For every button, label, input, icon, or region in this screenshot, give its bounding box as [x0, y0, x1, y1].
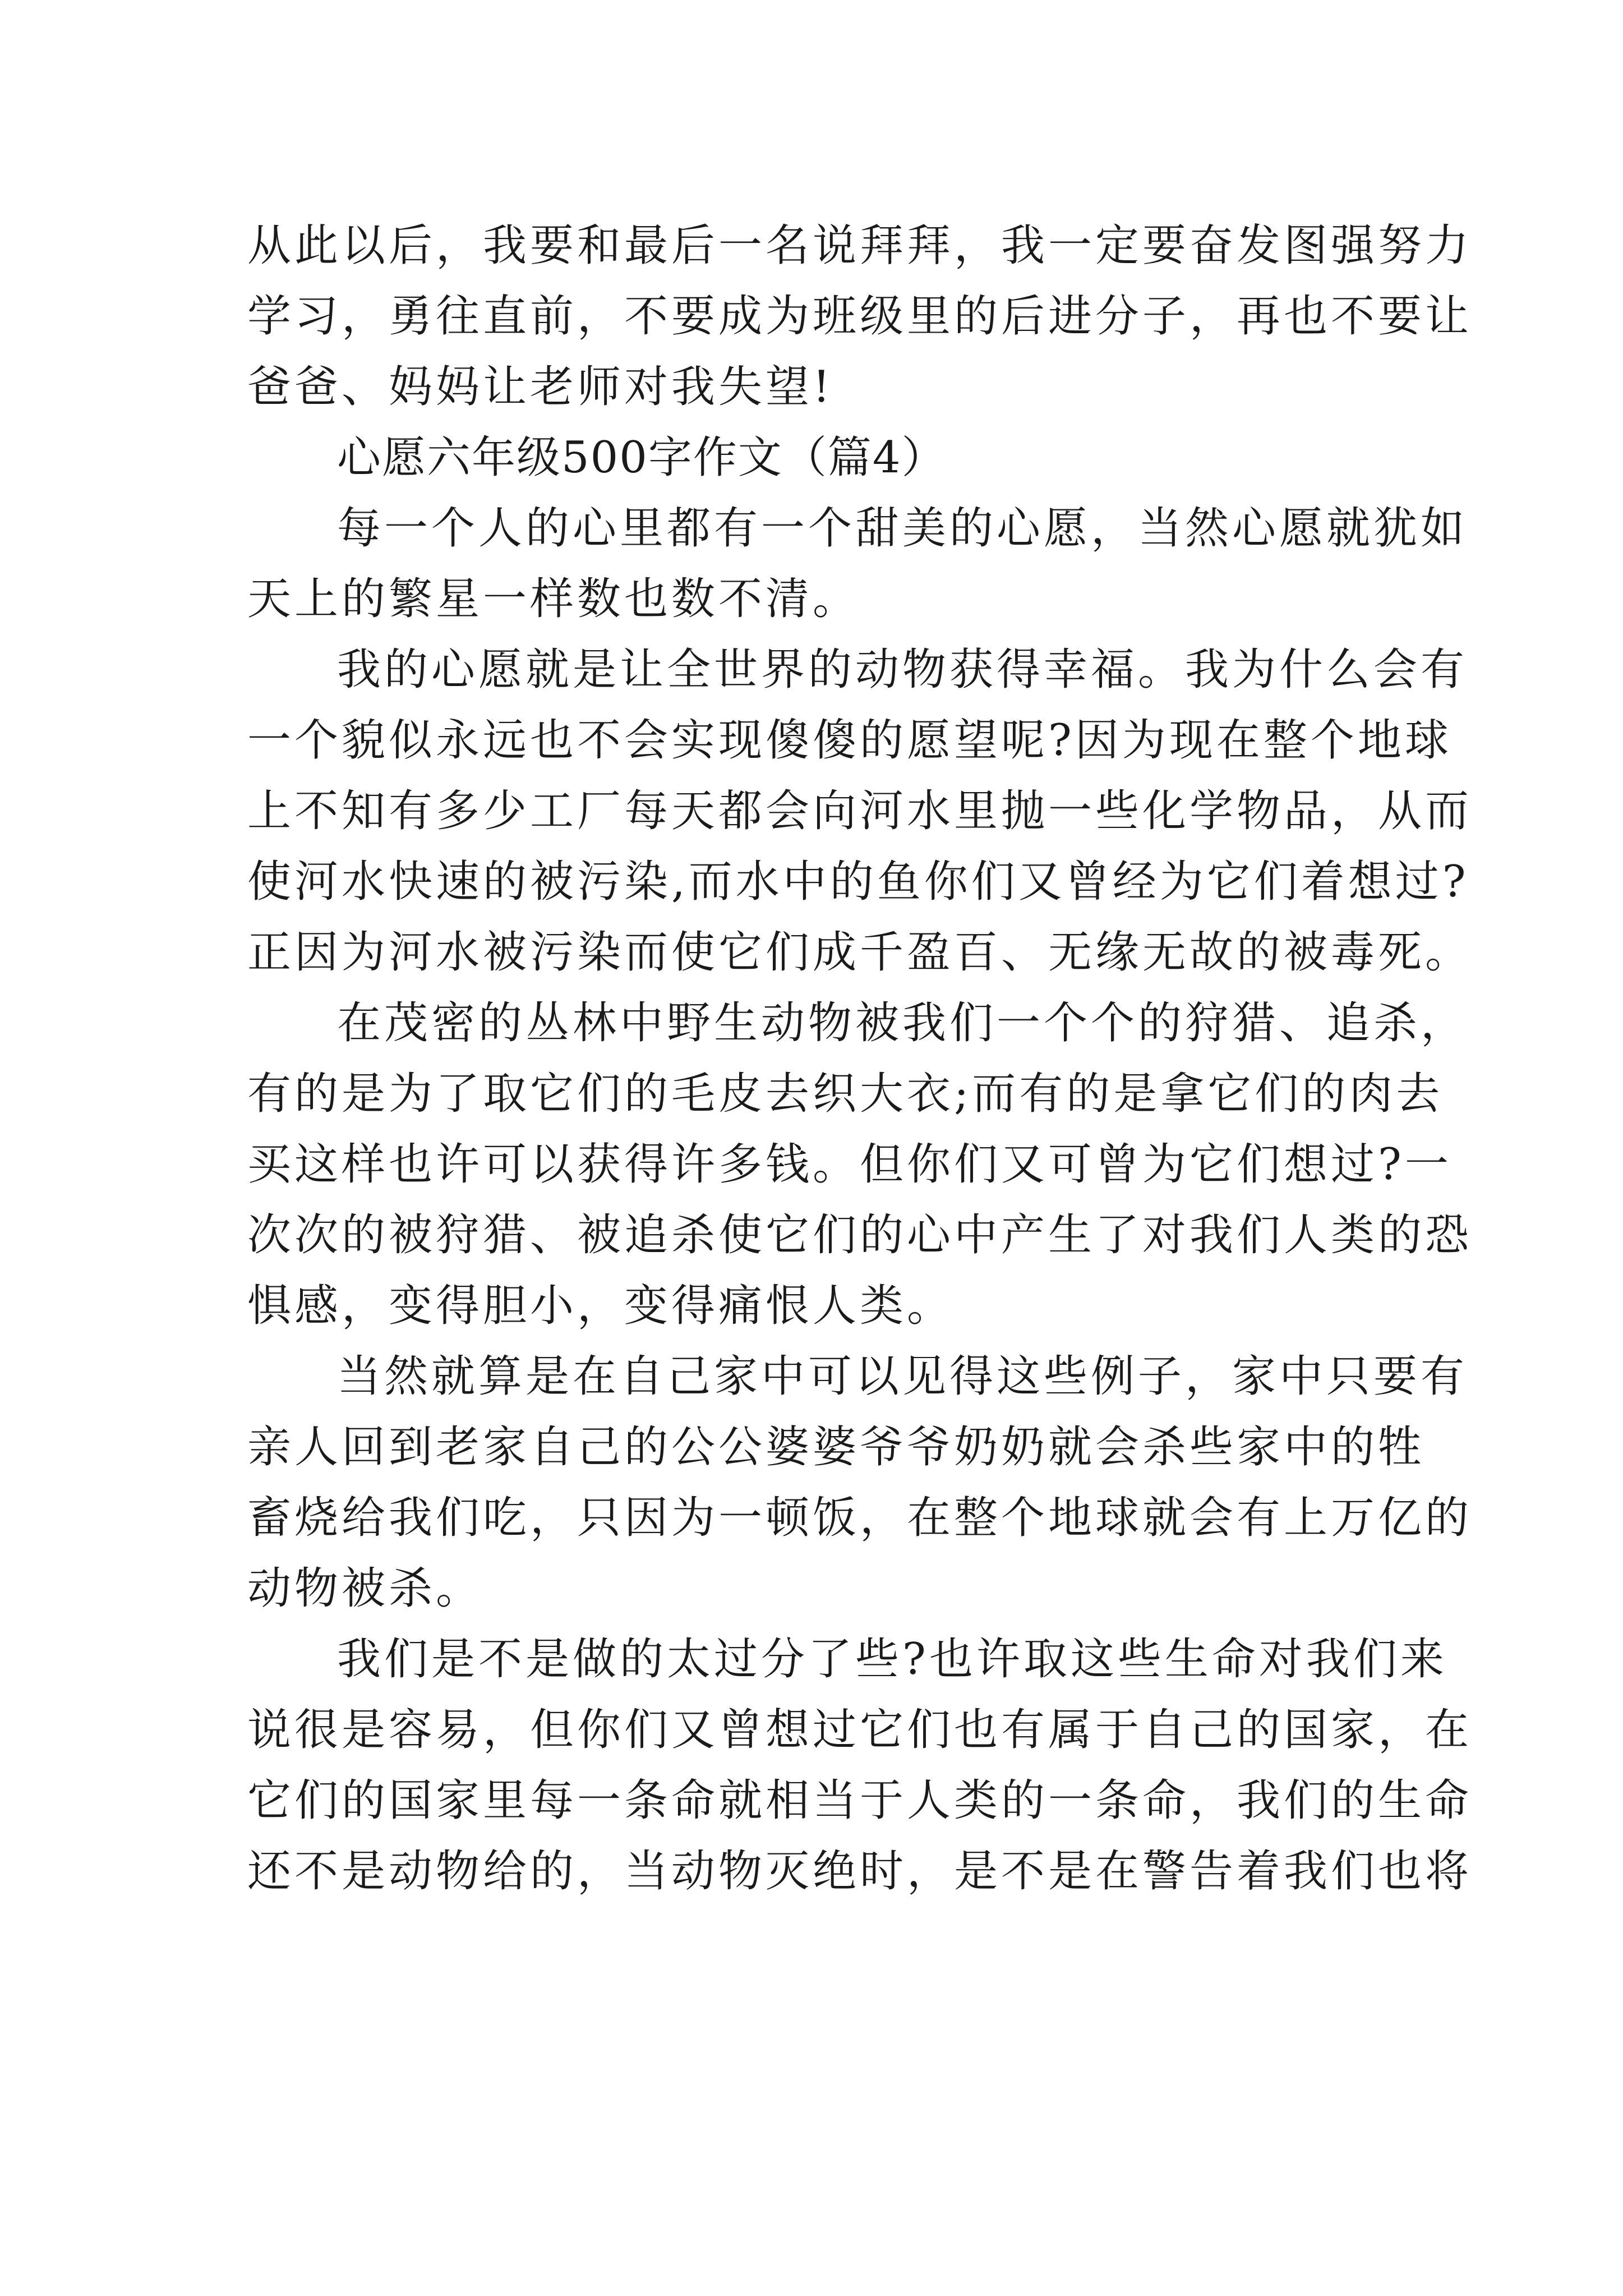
text-line: 亲人回到老家自己的公公婆婆爷爷奶奶就会杀些家中的牲 [247, 1422, 1426, 1473]
text-line: 从此以后，我要和最后一名说拜拜，我一定要奋发图强努力 [247, 220, 1473, 271]
text-line: 惧感，变得胆小，变得痛恨人类。 [247, 1281, 955, 1331]
text-line: 买这样也许可以获得许多钱。但你们又可曾为它们想过?一 [247, 1139, 1452, 1190]
text-line: 当然就算是在自己家中可以见得这些例子，家中只要有 [337, 1351, 1468, 1402]
text-line: 学习，勇往直前，不要成为班级里的后进分子，再也不要让 [247, 291, 1473, 342]
text-line: 一个貌似永远也不会实现傻傻的愿望呢?因为现在整个地球 [247, 715, 1452, 766]
text-line: 畜烧给我们吃，只因为一顿饭，在整个地球就会有上万亿的 [247, 1493, 1473, 1543]
text-line: 我们是不是做的太过分了些?也许取这些生命对我们来 [337, 1634, 1447, 1685]
text-line: 在茂密的丛林中野生动物被我们一个个的狩猎、追杀， [337, 998, 1468, 1048]
text-line: 它们的国家里每一条命就相当于人类的一条命，我们的生命 [247, 1775, 1473, 1826]
text-line: 我的心愿就是让全世界的动物获得幸福。我为什么会有 [337, 645, 1468, 695]
text-line: 次次的被狩猎、被追杀使它们的心中产生了对我们人类的恐 [247, 1210, 1473, 1260]
body-text [247, 210, 1473, 1907]
text-line: 上不知有多少工厂每天都会向河水里抛一些化学物品，从而 [247, 786, 1473, 836]
text-line: 爸爸、妈妈让老师对我失望! [247, 362, 834, 412]
text-line: 有的是为了取它们的毛皮去织大衣;而有的是拿它们的肉去 [247, 1069, 1444, 1119]
text-line: 动物被杀。 [247, 1563, 483, 1614]
essay-heading: 心愿六年级500字作文（篇4） [337, 432, 947, 483]
text-line: 使河水快速的被污染,而水中的鱼你们又曾经为它们着想过? [247, 857, 1469, 907]
text-line: 正因为河水被污染而使它们成千盈百、无缘无故的被毒死。 [247, 927, 1473, 978]
text-line: 说很是容易，但你们又曾想过它们也有属于自己的国家，在 [247, 1705, 1473, 1755]
text-line: 每一个人的心里都有一个甜美的心愿，当然心愿就犹如 [337, 503, 1468, 554]
text-line: 还不是动物给的，当动物灭绝时，是不是在警告着我们也将 [247, 1846, 1473, 1897]
text-line: 天上的繁星一样数也数不清。 [247, 574, 860, 624]
